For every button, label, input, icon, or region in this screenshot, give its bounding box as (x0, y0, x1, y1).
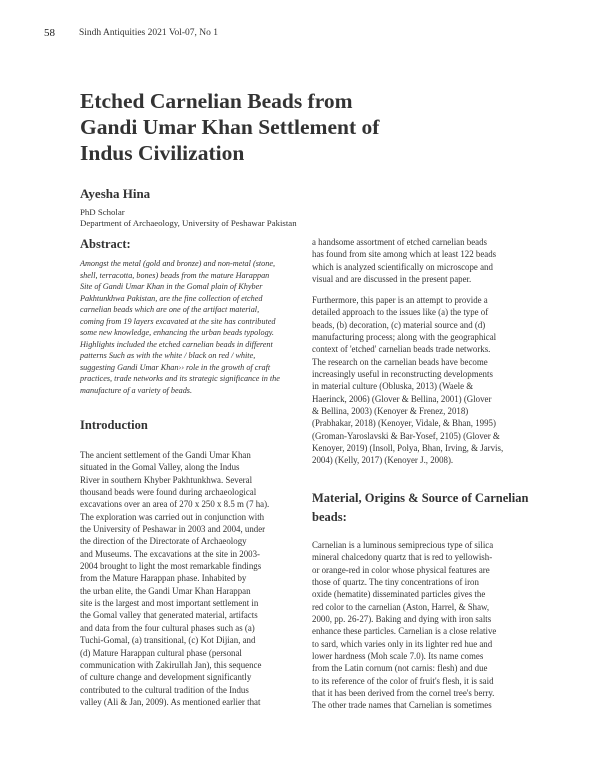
text-line: Pakhtunkhwa Pakistan, are the fine collection of etched (80, 293, 263, 303)
paper-title (80, 88, 500, 166)
text-line: (d) Mature Harappan cultural phase (personal (80, 647, 242, 658)
text-line: thousand beads were found during archaeological (80, 487, 257, 498)
text-line: situated in the Gomal Valley, along the Indus (80, 462, 240, 473)
text-line: mineral chalcedony quartz that is red to yellowish- (312, 552, 493, 563)
text-line: Kenoyer, 2019) (Insoll, Polya, Bhan, Irving, & Jarvis, (312, 443, 504, 454)
text-line: increasingly useful in reconstructing developments (312, 369, 493, 380)
text-line: contributed to the cultural tradition of the Indus (80, 684, 249, 695)
text-line: coming from 19 layers excavated at the site has contributed (80, 316, 276, 326)
text-line: the urban elite, the Gandi Umar Khan Harappan (80, 585, 251, 596)
text-line: oxide (hematite) disseminated particles gives the (312, 589, 486, 600)
text-line: valley (Ali & Jan, 2009). As mentioned earlier that (80, 696, 261, 707)
text-line: Furthermore, this paper is an attempt to provide a (312, 295, 488, 305)
text-line: to sard, which varies only in its lighter red hue and (312, 638, 493, 649)
right-paragraph-2 (312, 294, 544, 467)
text-line: the Gomal valley that generated material, artifacts (80, 610, 258, 621)
right-paragraph-1 (312, 236, 544, 285)
text-line: River in southern Khyber Pakhtunkhwa. Several (80, 474, 253, 485)
text-line: that it has been derived from the cornel tree's berry. (312, 688, 495, 699)
text-line: to its reference of the color of fruit's flesh, it is said (312, 675, 494, 686)
title-line: Etched Carnelian Beads from (80, 89, 353, 113)
text-line: Carnelian is a luminous semiprecious type of silica (312, 540, 494, 550)
text-line: in material culture (Obluska, 2013) (Waele & (312, 381, 474, 392)
text-line: lower hardness (Moh scale 7.0). Its name comes (312, 651, 484, 662)
text-line: The other trade names that Carnelian is sometimes (312, 700, 492, 711)
text-line: Tuchi-Gomal, (a) transitional, (c) Kot Dijian, and (80, 635, 256, 646)
text-line: red color to the carnelian (Aston, Harrel, & Shaw, (312, 601, 490, 612)
text-line: 2000, pp. 26-27). Baking and dying with iron salts (312, 614, 492, 625)
text-line: excavations over an area of 270 x 250 x 8.5 m (7 ha). (80, 499, 270, 510)
text-line: or orange-red in color whose physical features are (312, 564, 490, 575)
text-line: The exploration was carried out in conjunction with (80, 511, 265, 522)
text-line: Amongst the metal (gold and bronze) and non-metal (stone, (80, 259, 276, 268)
text-line: Highlights included the etched carnelian beads in different (80, 339, 273, 349)
text-line: The research on the carnelian beads have become (312, 356, 488, 367)
title-line: Indus Civilization (80, 141, 245, 165)
text-line: (Groman-Yaroslavski & Bar-Yosef, 2105) (Glover & (312, 430, 500, 441)
text-line: Haerinck, 2006) (Glover & Bellina, 2001) (Glover (312, 393, 492, 404)
abstract-heading: Abstract: (80, 237, 131, 251)
text-line: and Museums. The excavations at the site in 2003- (80, 548, 261, 559)
text-line: practices, trade networks and its strategic significance in the (80, 374, 280, 384)
material-origins-text (312, 539, 544, 712)
text-line: detailed approach to the issues like (a) the type of (312, 307, 489, 318)
text-line: manufacture of a variety of beads. (80, 386, 193, 396)
text-line: from the Latin cornum (not carnis: flesh) and due (312, 663, 488, 674)
text-line: (Prabhakar, 2018) (Kenoyer, Vidale, & Bhan, 1995) (312, 418, 496, 429)
text-line: from the Mature Harappan phase. Inhabited by (80, 573, 247, 584)
text-line: some new knowledge, enhancing the urban beads typology. (80, 328, 274, 338)
text-line: context of 'etched' carnelian beads trade networks. (312, 344, 491, 355)
text-line: manufacturing process; along with the geographical (312, 332, 497, 343)
text-line: and data from the four cultural phases such as (a) (80, 622, 255, 633)
text-line: The ancient settlement of the Gandi Umar Khan (80, 450, 251, 460)
text-line: 2004) (Kelly, 2017) (Kenoyer J., 2008). (312, 455, 454, 466)
page-number: 58 (44, 27, 55, 39)
text-line: a handsome assortment of etched carnelian beads (312, 237, 487, 247)
text-line: visual and are discussed in the present paper. (312, 274, 472, 285)
text-line: shell, terracotta, bones) beads from the mature Harappan (80, 270, 270, 280)
author-name: Ayesha Hina (80, 186, 151, 201)
material-origins-heading (312, 489, 544, 527)
introduction-text (80, 449, 295, 708)
title-line: Gandi Umar Khan Settlement of (80, 115, 380, 139)
text-line: those of quartz. The tiny concentrations of iron (312, 577, 479, 588)
text-line: the direction of the Directorate of Archaeology (80, 536, 247, 547)
running-header: Sindh Antiquities 2021 Vol-07, No 1 (79, 28, 218, 38)
text-line: & Bellina, 2003) (Kenoyer & Frenez, 2018) (312, 406, 469, 417)
abstract-text (80, 258, 295, 397)
author-affiliation (80, 207, 297, 229)
text-line: 2004 brought to light the most remarkable findings (80, 561, 262, 572)
text-line: of culture change and development significantly (80, 672, 252, 683)
text-line: carnelian beads which are one of the artifact material, (80, 305, 260, 315)
text-line: Site of Gandi Umar Khan in the Gomal plain of Khyber (80, 282, 263, 292)
text-line: enhance these particles. Carnelian is a close relative (312, 626, 497, 637)
text-line: beads, (b) decoration, (c) material source and (d) (312, 319, 486, 330)
heading-line: beads: (312, 510, 347, 524)
introduction-heading: Introduction (80, 418, 148, 432)
text-line: communication with Zakirullah Jan), this sequence (80, 659, 262, 670)
heading-line: Material, Origins & Source of Carnelian (312, 491, 529, 505)
text-line: site is the largest and most important settlement in (80, 598, 259, 609)
text-line: has found from site among which at least 122 beads (312, 249, 497, 260)
affiliation-line: Department of Archaeology, University of Peshawar Pakistan (80, 218, 297, 228)
text-line: suggesting Gandi Umar Khan›› role in the growth of craft (80, 362, 271, 372)
text-line: which is analyzed scientifically on microscope and (312, 261, 493, 272)
affiliation-line: PhD Scholar (80, 207, 125, 217)
text-line: patterns Such as with the white / black on red / white, (80, 351, 256, 361)
text-line: the University of Peshawar in 2003 and 2004, under (80, 524, 266, 535)
